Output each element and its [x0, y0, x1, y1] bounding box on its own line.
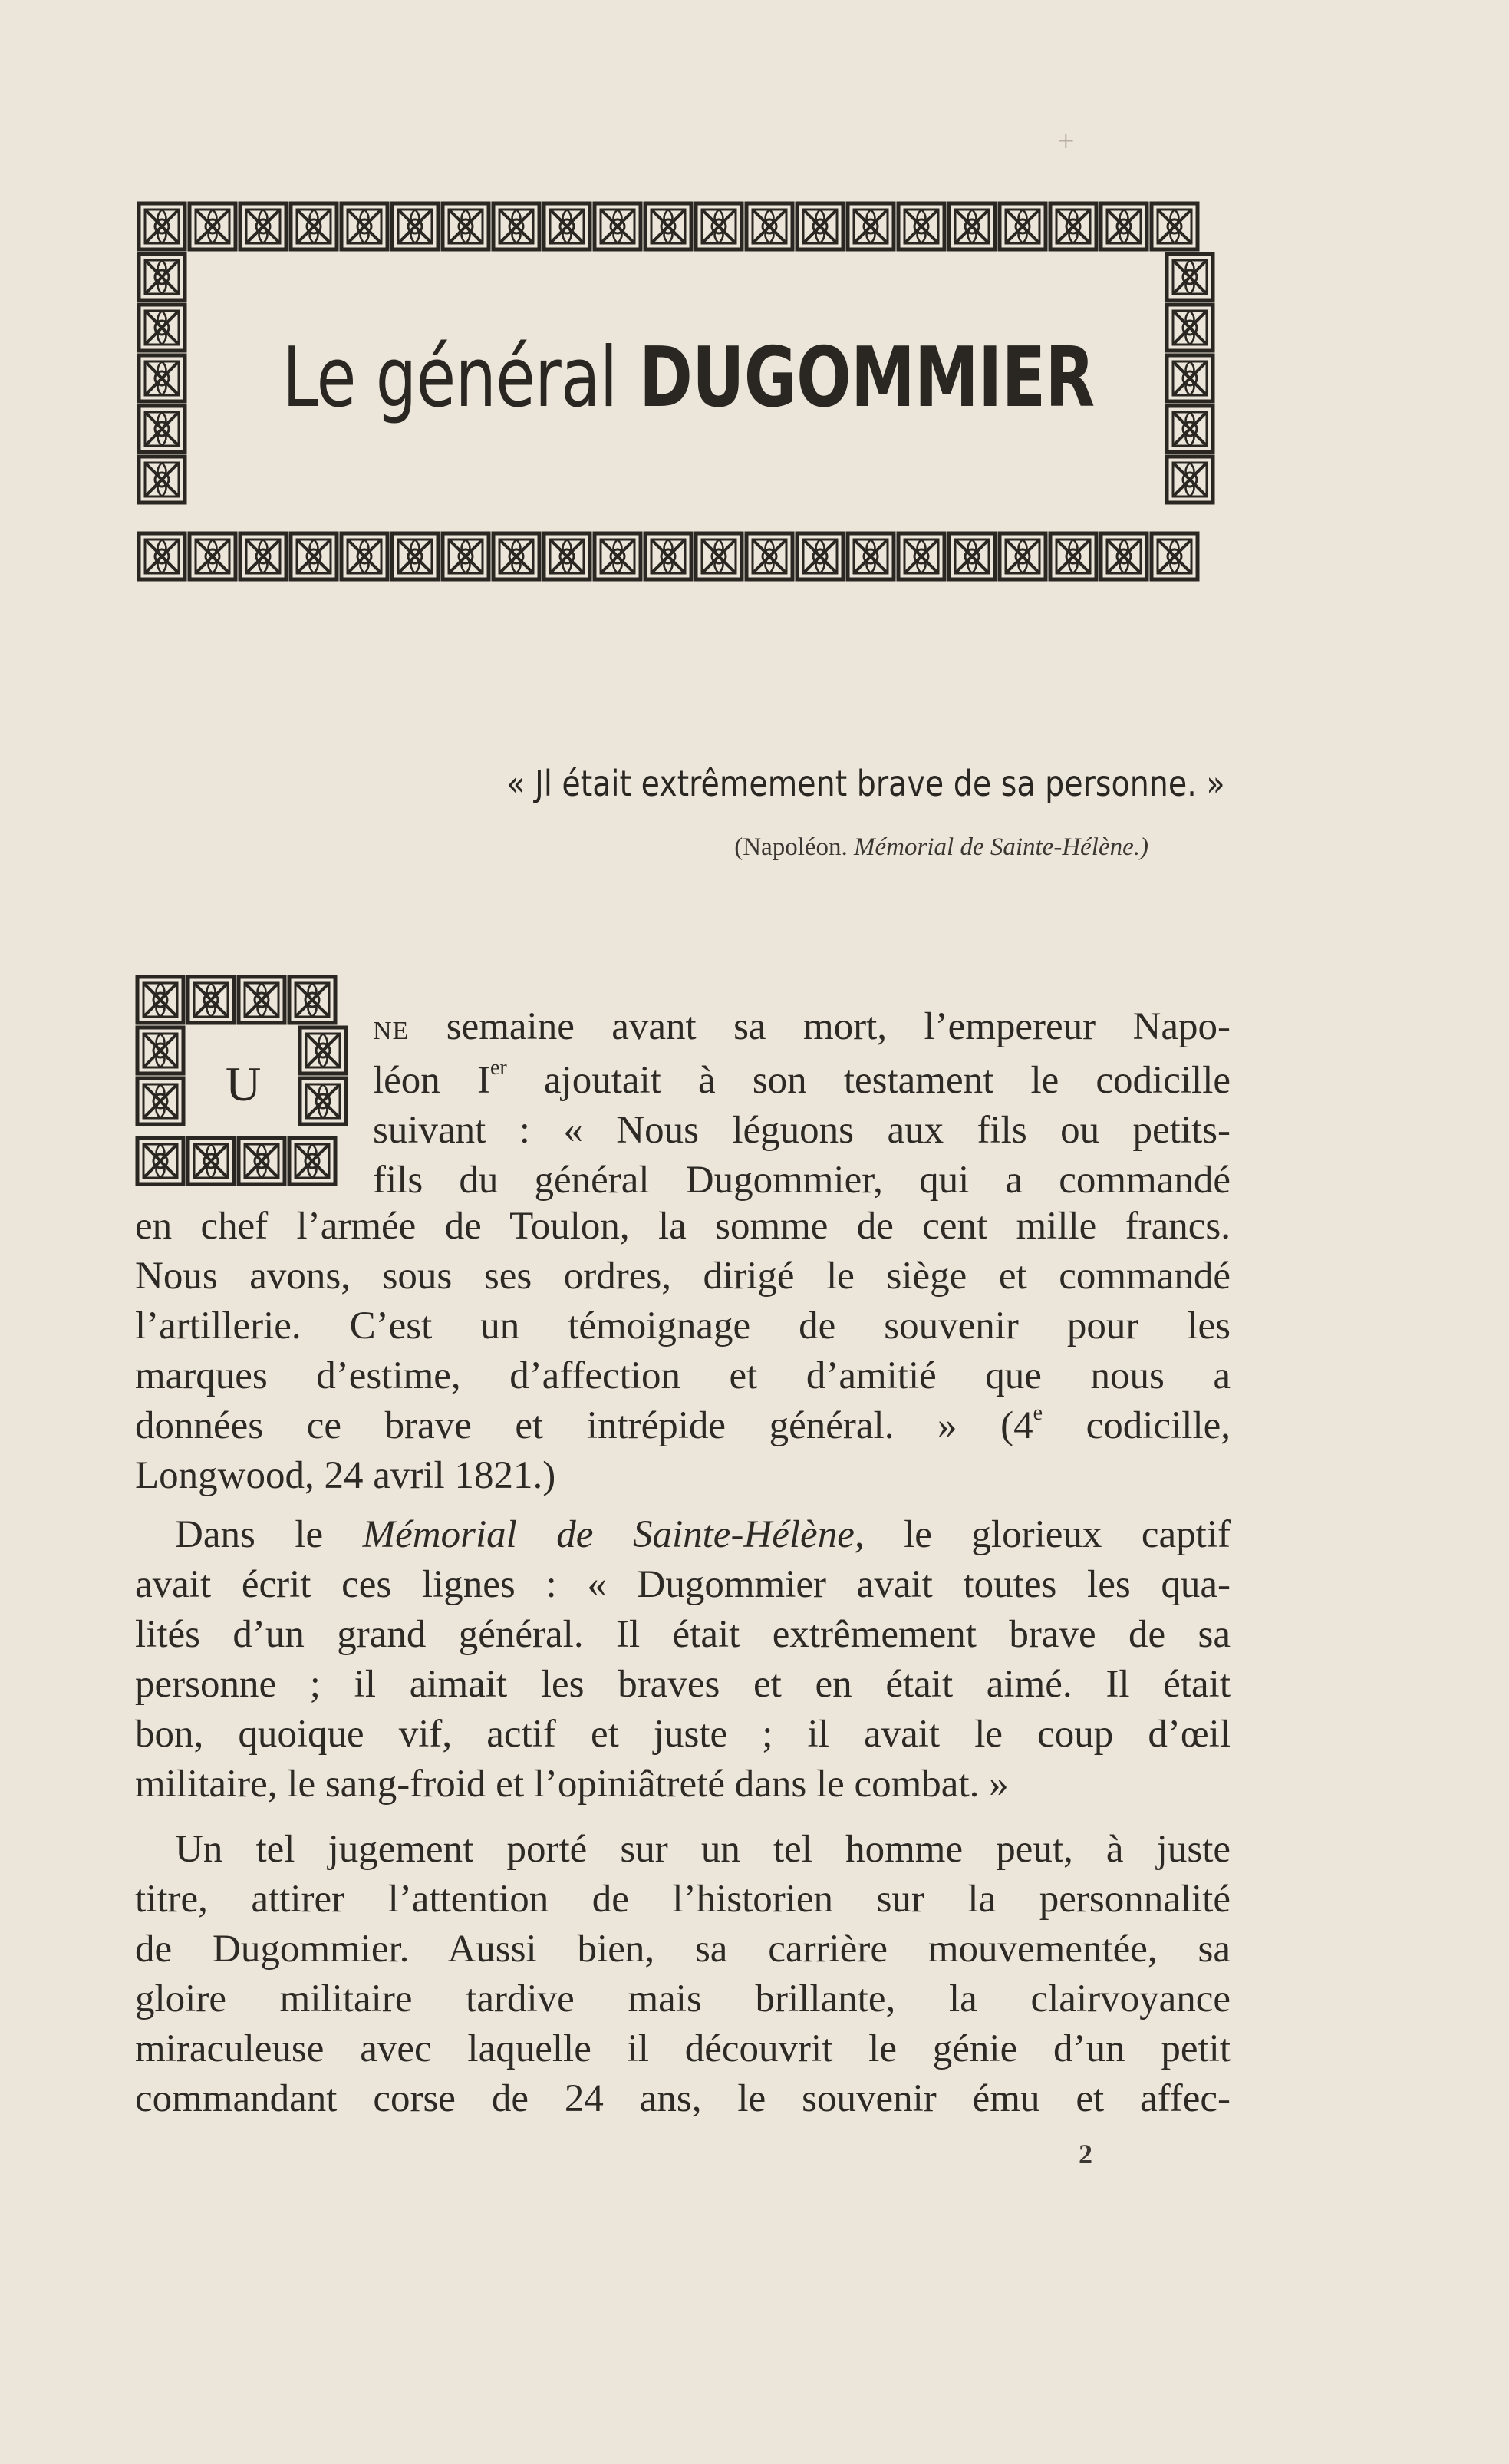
text-line: personne ; il aimait les braves et en était aimé. Il était: [135, 1663, 1231, 1706]
celtic-knot-icon: [137, 252, 187, 302]
text-line: commandant corse de 24 ans, le souvenir ému et affec-: [135, 2077, 1231, 2120]
text-line: de Dugommier. Aussi bien, sa carrière mouvementée, sa: [135, 1928, 1231, 1971]
text-line: léon Ier ajoutait à son testament le codicille: [373, 1056, 1231, 1102]
celtic-knot-icon: [947, 201, 997, 252]
celtic-knot-icon: [137, 201, 187, 252]
celtic-knot-icon: [997, 531, 1048, 582]
celtic-knot-icon: [694, 531, 744, 582]
celtic-knot-icon: [186, 975, 236, 1025]
text-line: données ce brave et intrépide général. » (4e codicille,: [135, 1401, 1231, 1447]
celtic-knot-icon: [390, 201, 440, 252]
celtic-knot-icon: [1165, 302, 1215, 353]
celtic-knot-icon: [643, 201, 694, 252]
epigraph-source: [734, 833, 1148, 862]
celtic-knot-icon: [137, 302, 187, 353]
celtic-knot-icon: [1149, 201, 1200, 252]
celtic-knot-icon: [187, 201, 238, 252]
text-line: marques d’estime, d’affection et d’amitié que nous a: [135, 1354, 1231, 1397]
celtic-knot-icon: [795, 531, 845, 582]
celtic-knot-icon: [137, 531, 187, 582]
epigraph-quote: « Jl était extrêmement brave de sa personne. »: [506, 763, 1225, 804]
celtic-knot-icon: [542, 201, 592, 252]
text-line: miraculeuse avec laquelle il découvrit le génie d’un petit: [135, 2027, 1231, 2070]
text-line: Un tel jugement porté sur un tel homme peut, à juste: [175, 1828, 1231, 1871]
celtic-knot-icon: [1165, 252, 1215, 302]
source-work: Mémorial de Sainte-Hélène.): [854, 833, 1148, 861]
celtic-knot-icon: [592, 531, 643, 582]
source-author: (Napoléon.: [734, 833, 848, 861]
celtic-knot-icon: [288, 531, 339, 582]
drop-cap-letter: U: [226, 1057, 262, 1111]
frame-left-border: [137, 252, 187, 505]
celtic-knot-icon: [339, 201, 390, 252]
text-line: suivant : « Nous léguons aux fils ou petits-: [373, 1109, 1231, 1152]
celtic-knot-icon: [288, 201, 339, 252]
celtic-knot-icon: [1099, 201, 1149, 252]
celtic-knot-icon: [795, 201, 845, 252]
celtic-knot-icon: [896, 201, 947, 252]
celtic-knot-icon: [1165, 454, 1215, 505]
paragraph-2: [135, 1510, 1231, 1809]
chapter-title: [282, 330, 1095, 426]
paragraph-1: [135, 1202, 1231, 1501]
celtic-knot-icon: [298, 1076, 348, 1126]
text-line: militaire, le sang-froid et l’opiniâtreté dans le combat. »: [135, 1763, 1009, 1806]
celtic-knot-icon: [896, 531, 947, 582]
title-name: DUGOMMIER: [638, 330, 1095, 426]
celtic-knot-icon: [135, 1025, 186, 1076]
celtic-knot-icon: [1048, 201, 1099, 252]
celtic-knot-icon: [694, 201, 744, 252]
celtic-knot-icon: [592, 201, 643, 252]
celtic-knot-icon: [997, 201, 1048, 252]
celtic-knot-icon: [1149, 531, 1200, 582]
celtic-knot-icon: [135, 975, 186, 1025]
celtic-knot-icon: [440, 531, 491, 582]
text-line: NE semaine avant sa mort, l’empereur Napo-: [373, 1005, 1231, 1048]
text-line: Longwood, 24 avril 1821.): [135, 1454, 556, 1497]
celtic-knot-icon: [339, 531, 390, 582]
frame-top-border: [137, 201, 1200, 252]
text-line: fils du général Dugommier, qui a commandé: [373, 1159, 1231, 1202]
celtic-knot-icon: [491, 201, 542, 252]
celtic-knot-icon: [187, 531, 238, 582]
celtic-knot-icon: [1165, 404, 1215, 454]
text-line: lités d’un grand général. Il était extrêmement brave de sa: [135, 1613, 1231, 1656]
drop-cap-top-border: [135, 975, 338, 1025]
drop-cap-bottom-border: [135, 1136, 338, 1186]
celtic-knot-icon: [390, 531, 440, 582]
title-prefix: Le général: [282, 330, 618, 426]
celtic-knot-icon: [186, 1136, 236, 1186]
title-ornamental-frame: [137, 201, 1215, 582]
drop-cap-ornament: [135, 975, 348, 1186]
celtic-knot-icon: [287, 975, 338, 1025]
text-line: bon, quoique vif, actif et juste ; il avait le coup d’œil: [135, 1713, 1231, 1756]
celtic-knot-icon: [491, 531, 542, 582]
celtic-knot-icon: [542, 531, 592, 582]
paragraph-3: [135, 1825, 1231, 2124]
celtic-knot-icon: [236, 1136, 287, 1186]
text-line: titre, attirer l’attention de l’historien sur la personnalité: [135, 1878, 1231, 1921]
celtic-knot-icon: [744, 201, 795, 252]
celtic-knot-icon: [845, 531, 896, 582]
celtic-knot-icon: [137, 454, 187, 505]
crop-mark: +: [1057, 124, 1075, 158]
celtic-knot-icon: [137, 353, 187, 404]
drop-cap-right-border: [298, 1025, 348, 1126]
celtic-knot-icon: [1048, 531, 1099, 582]
celtic-knot-icon: [440, 201, 491, 252]
celtic-knot-icon: [947, 531, 997, 582]
celtic-knot-icon: [137, 404, 187, 454]
celtic-knot-icon: [643, 531, 694, 582]
frame-right-border: [1165, 252, 1215, 505]
text-line: Dans le Mémorial de Sainte-Hélène, le glorieux captif: [175, 1513, 1231, 1556]
text-line: avait écrit ces lignes : « Dugommier avait toutes les qua-: [135, 1563, 1231, 1606]
drop-cap-left-border: [135, 1025, 186, 1126]
celtic-knot-icon: [236, 975, 287, 1025]
text-line: en chef l’armée de Toulon, la somme de cent mille francs.: [135, 1205, 1231, 1248]
celtic-knot-icon: [135, 1076, 186, 1126]
celtic-knot-icon: [744, 531, 795, 582]
text-line: gloire militaire tardive mais brillante, la clairvoyance: [135, 1977, 1231, 2020]
celtic-knot-icon: [845, 201, 896, 252]
page-number: 2: [1079, 2139, 1092, 2169]
celtic-knot-icon: [298, 1025, 348, 1076]
celtic-knot-icon: [135, 1136, 186, 1186]
celtic-knot-icon: [287, 1136, 338, 1186]
text-line: l’artillerie. C’est un témoignage de souvenir pour les: [135, 1305, 1231, 1347]
celtic-knot-icon: [1165, 353, 1215, 404]
celtic-knot-icon: [238, 531, 288, 582]
celtic-knot-icon: [1099, 531, 1149, 582]
frame-bottom-border: [137, 531, 1200, 582]
celtic-knot-icon: [238, 201, 288, 252]
text-line: Nous avons, sous ses ordres, dirigé le siège et commandé: [135, 1255, 1231, 1298]
paragraph-1-beside-cap: [373, 1002, 1231, 1206]
